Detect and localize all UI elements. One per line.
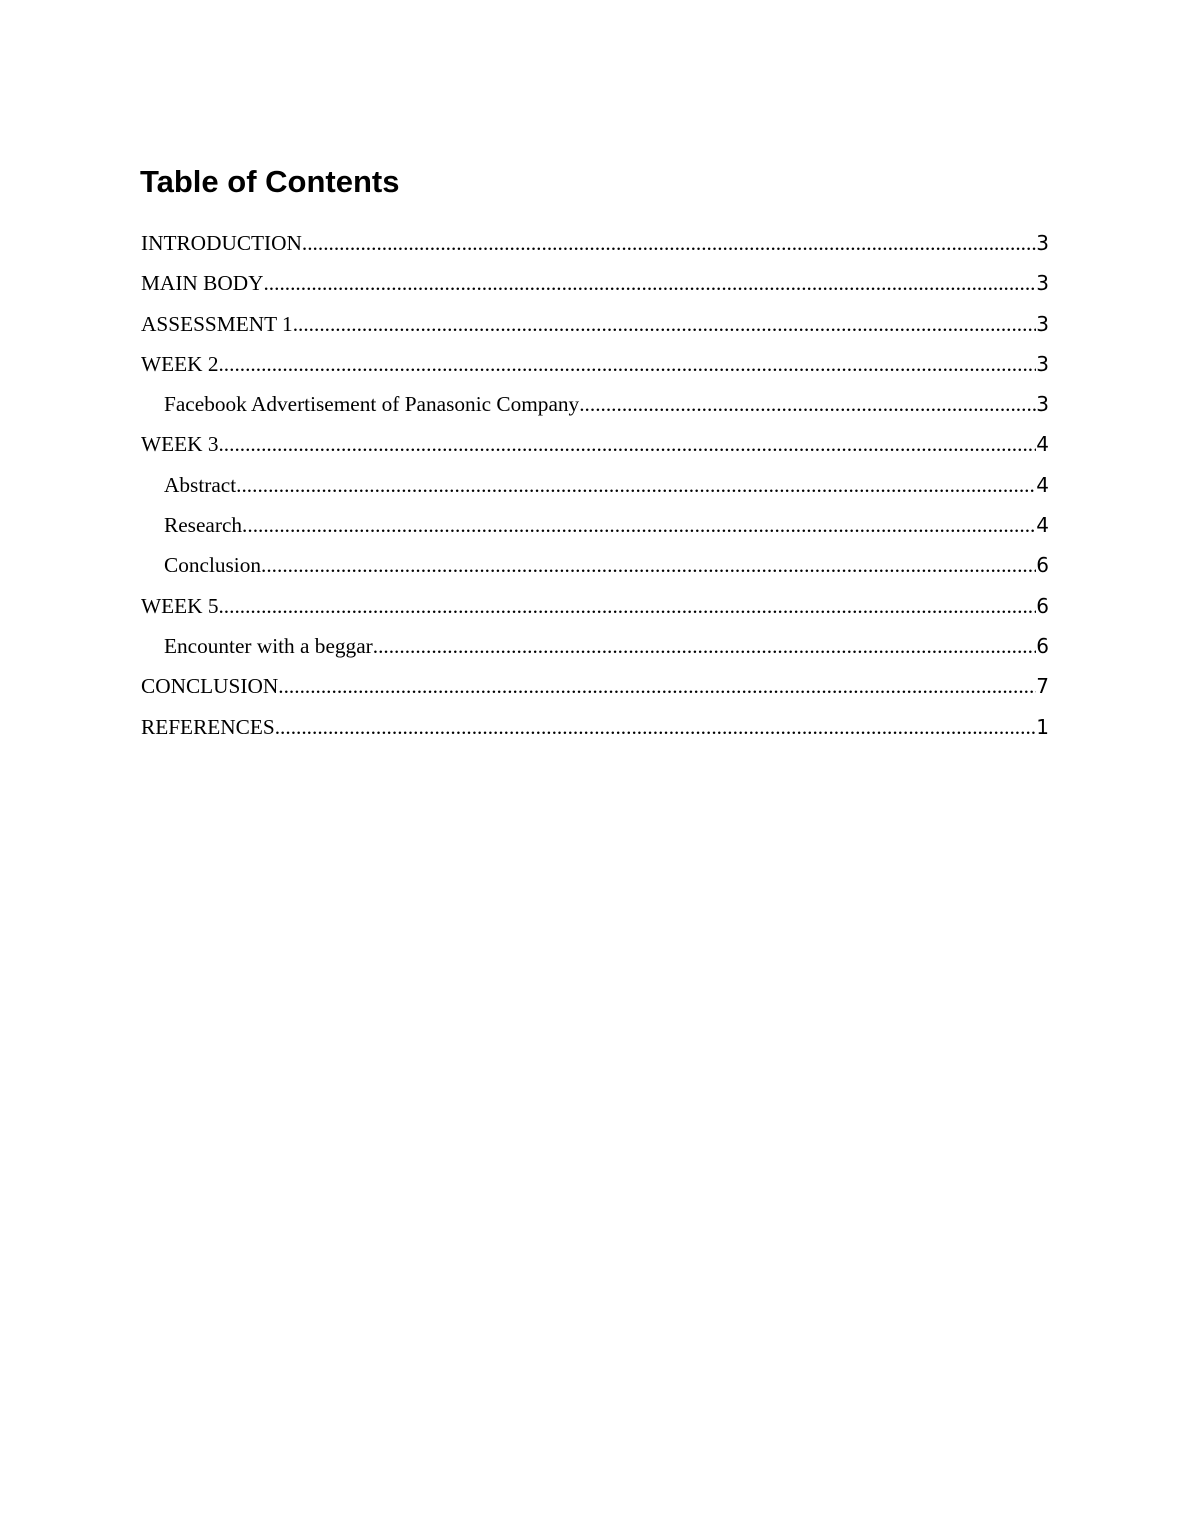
toc-entry-assessment-1[interactable]: [141, 304, 1049, 344]
toc-entry-label: WEEK 2: [141, 351, 219, 376]
toc-entry-page: 4: [1036, 513, 1049, 538]
toc-entry-label: Abstract: [164, 472, 237, 497]
toc-entry-page: 3: [1036, 231, 1049, 255]
toc-entry-encounter-with-beggar[interactable]: [141, 626, 1049, 666]
toc-entry-week-3[interactable]: [141, 424, 1049, 464]
toc-entry-label: WEEK 3: [141, 432, 219, 457]
toc-dot-leader: [236, 465, 1036, 505]
toc-entry-page: 3: [1036, 311, 1049, 336]
toc-entry-page: 1: [1036, 714, 1049, 739]
toc-entry-page: 6: [1036, 553, 1049, 578]
toc-dot-leader: [275, 707, 1037, 747]
toc-entry-label: Research: [164, 513, 243, 538]
toc-entry-abstract[interactable]: [141, 465, 1049, 505]
toc-list: [141, 223, 1049, 747]
toc-dot-leader: [242, 505, 1036, 545]
toc-dot-leader: [218, 344, 1036, 384]
toc-entry-introduction[interactable]: [141, 223, 1049, 263]
toc-entry-label: Conclusion: [164, 553, 262, 578]
toc-entry-page: 6: [1036, 593, 1049, 618]
toc-entry-page: 3: [1036, 392, 1049, 417]
toc-entry-conclusion[interactable]: [141, 666, 1049, 706]
toc-entry-references[interactable]: [141, 707, 1049, 747]
toc-entry-week-2[interactable]: [141, 344, 1049, 384]
toc-entry-page: 4: [1036, 472, 1049, 497]
toc-dot-leader: [373, 626, 1037, 666]
toc-title: Table of Contents: [140, 164, 400, 199]
toc-entry-page: 6: [1036, 633, 1049, 658]
toc-entry-facebook-advertisement[interactable]: [141, 384, 1049, 424]
toc-entry-page: 3: [1036, 271, 1049, 296]
toc-dot-leader: [579, 384, 1036, 424]
toc-entry-label: ASSESSMENT 1: [141, 311, 293, 336]
toc-entry-page: 7: [1036, 674, 1049, 699]
toc-entry-label: Facebook Advertisement of Panasonic Company: [164, 392, 580, 417]
toc-entry-label: MAIN BODY: [141, 271, 264, 296]
toc-entry-label: REFERENCES: [141, 714, 275, 739]
toc-dot-leader: [261, 545, 1036, 585]
toc-entry-page: 4: [1036, 432, 1049, 457]
toc-entry-conclusion-week-3[interactable]: [141, 545, 1049, 585]
toc-dot-leader: [218, 424, 1036, 464]
toc-dot-leader: [302, 223, 1036, 263]
toc-dot-leader: [263, 263, 1036, 303]
toc-entry-main-body[interactable]: [141, 263, 1049, 303]
toc-dot-leader: [293, 304, 1037, 344]
toc-entry-page: 3: [1036, 351, 1049, 376]
toc-entry-label: WEEK 5: [141, 593, 219, 618]
toc-entry-week-5[interactable]: [141, 586, 1049, 626]
toc-dot-leader: [218, 586, 1036, 626]
toc-entry-label: Encounter with a beggar: [164, 633, 373, 658]
toc-entry-research[interactable]: [141, 505, 1049, 545]
toc-entry-label: INTRODUCTION: [141, 231, 302, 255]
toc-entry-label: CONCLUSION: [141, 674, 279, 699]
toc-dot-leader: [278, 666, 1036, 706]
